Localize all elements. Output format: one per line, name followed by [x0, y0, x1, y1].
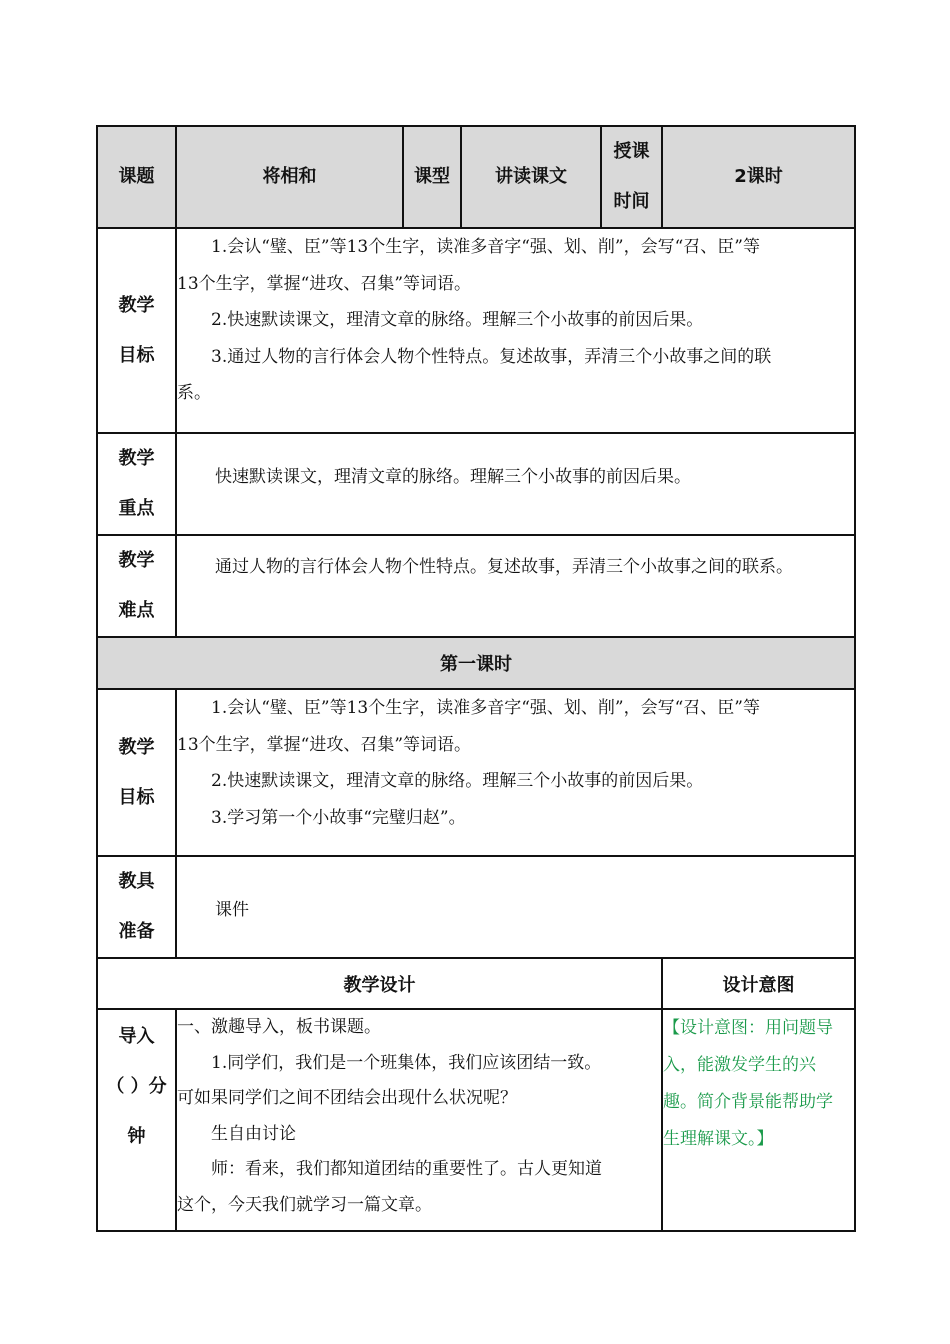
lesson-plan-table: [96, 125, 856, 1232]
lesson1-goal-line: 2.快速默读课文，理清文章的脉络。理解三个小故事的前因后果。: [211, 771, 704, 791]
design-col-title: 教学设计: [97, 958, 662, 1009]
type-label: 课型: [403, 126, 461, 228]
intro-line: 师：看来，我们都知道团结的重要性了。古人更知道: [211, 1159, 602, 1179]
key-point-row: [97, 433, 855, 535]
intro-line: 这个，今天我们就学习一篇文章。: [177, 1194, 432, 1215]
overall-goals-label-1: 教学: [118, 294, 155, 316]
intro-line: 可如果同学们之间不团结会出现什么状况呢？: [177, 1088, 517, 1108]
intro-label-2: （ ）分: [106, 1076, 167, 1097]
lesson1-goal-line: 3.学习第一个小故事“完璧归赵”。: [211, 807, 466, 828]
overall-goal-line: 1.会认“璧、臣”等13个生字，读准多音字“强、划、削”，会写“召、臣”等: [211, 237, 760, 257]
intro-label-1: 导入: [118, 1026, 155, 1047]
intent-col-title: 设计意图: [662, 958, 855, 1009]
intro-label-3: 钟: [127, 1126, 146, 1147]
tools-row: [97, 856, 855, 958]
intent-line: 【设计意图：用问题导: [663, 1018, 833, 1038]
difficulty-label-2: 难点: [118, 600, 155, 621]
tools-label-2: 准备: [118, 921, 155, 942]
difficulty-content: 通过人物的言行体会人物个性特点。复述故事，弄清三个小故事之间的联系。: [176, 535, 855, 637]
overall-goals-label-2: 目标: [118, 344, 155, 366]
topic-label: 课题: [97, 126, 176, 228]
hours-value: 2课时: [662, 126, 855, 228]
overall-goal-line: 系。: [177, 383, 211, 403]
intro-label: [97, 1009, 176, 1231]
overall-goal-line: 13个生字，掌握“进攻、召集”等词语。: [177, 273, 472, 294]
lesson1-heading-row: [97, 637, 855, 689]
type-value: 讲读课文: [461, 126, 601, 228]
design-header-row: [97, 958, 855, 1009]
overall-goals-label: [97, 228, 176, 433]
overall-goal-line: 3.通过人物的言行体会人物个性特点。复述故事，弄清三个小故事之间的联: [211, 346, 772, 367]
tools-label: [97, 856, 176, 958]
difficulty-label-1: 教学: [118, 550, 155, 571]
intent-line: 趣。简介背景能帮助学: [663, 1092, 833, 1112]
time-label: [601, 126, 662, 228]
key-point-label-1: 教学: [118, 448, 155, 469]
lesson1-goal-line: 1.会认“璧、臣”等13个生字，读准多音字“强、划、削”，会写“召、臣”等: [211, 698, 760, 718]
overall-goal-line: 2.快速默读课文，理清文章的脉络。理解三个小故事的前因后果。: [211, 310, 704, 330]
lesson1-goals-label-1: 教学: [118, 736, 155, 758]
difficulty-row: [97, 535, 855, 637]
header-row: [97, 126, 855, 228]
intro-line: 一、激趣导入，板书课题。: [177, 1017, 381, 1037]
intent-content: [662, 1009, 855, 1231]
difficulty-label: [97, 535, 176, 637]
intro-line: 1.同学们，我们是一个班集体，我们应该团结一致。: [211, 1052, 602, 1073]
intro-row: [97, 1009, 855, 1231]
overall-goals-content: [176, 228, 855, 433]
lesson1-title: 第一课时: [97, 637, 855, 689]
lesson1-goals-label-2: 目标: [118, 786, 155, 808]
intent-line: 入，能激发学生的兴: [663, 1055, 816, 1075]
lesson1-goal-line: 13个生字，掌握“进攻、召集”等词语。: [177, 734, 472, 755]
time-label-line-2: 时间: [613, 191, 650, 212]
lesson1-goals-content: [176, 689, 855, 856]
intent-line: 生理解课文。】: [663, 1129, 774, 1149]
tools-content: 课件: [176, 856, 855, 958]
topic-value: 将相和: [176, 126, 403, 228]
tools-label-1: 教具: [118, 871, 155, 892]
intro-line: 生自由讨论: [211, 1123, 296, 1144]
lesson1-goals-label: [97, 689, 176, 856]
lesson1-goals-row: [97, 689, 855, 856]
overall-goals-row: [97, 228, 855, 433]
key-point-label-2: 重点: [118, 498, 155, 519]
key-point-content: 快速默读课文，理清文章的脉络。理解三个小故事的前因后果。: [176, 433, 855, 535]
time-label-line-1: 授课: [613, 141, 650, 162]
intro-content: [176, 1009, 662, 1231]
key-point-label: [97, 433, 176, 535]
